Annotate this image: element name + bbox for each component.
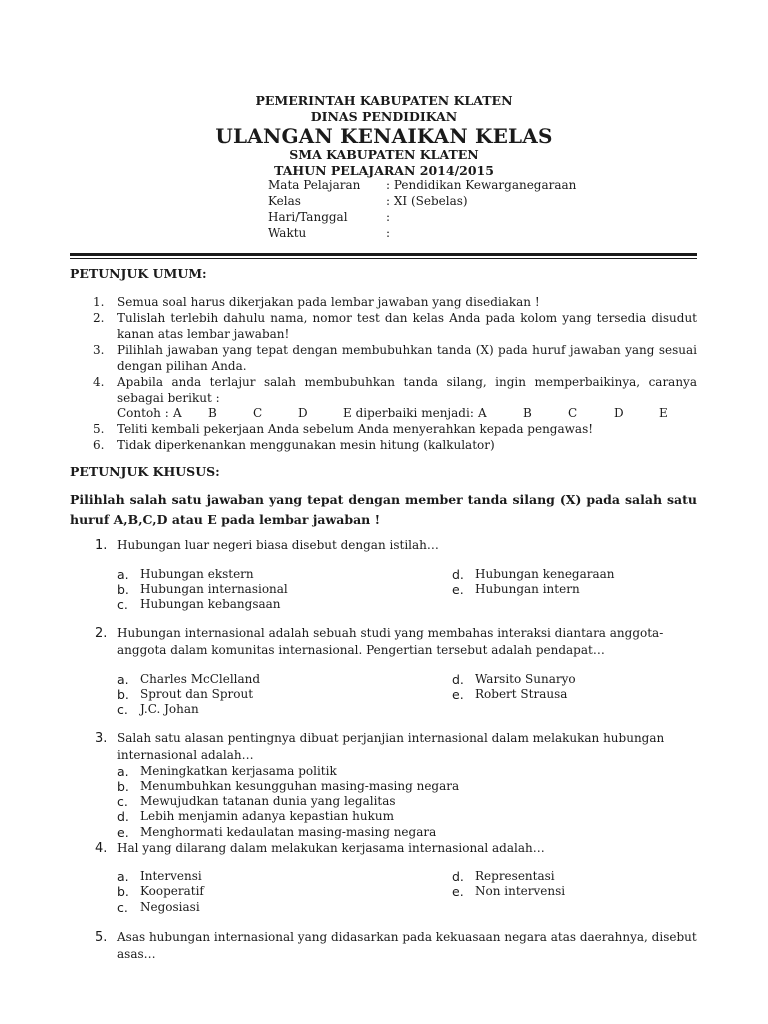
- question-text: Hal yang dilarang dalam melakukan kerjasama internasional adalah…: [117, 841, 545, 855]
- option-letter: a.: [117, 764, 129, 779]
- option-letter: e.: [452, 884, 464, 899]
- option-text: Hubungan intern: [475, 582, 580, 596]
- option-text: Robert Strausa: [475, 687, 568, 701]
- option-text: Hubungan kebangsaan: [140, 597, 281, 611]
- question-number: 3.: [95, 731, 108, 746]
- example-letter: B: [208, 406, 217, 420]
- item-text: Tidak diperkenankan menggunakan mesin hitung (kalkulator): [117, 438, 495, 452]
- option-letter: c.: [117, 900, 128, 915]
- item-text: Tulislah terlebih dahulu nama, nomor test dan kelas Anda pada kolom yang tersedia disudut kanan atas lembar jawaban!: [117, 311, 697, 341]
- option-letter: e.: [452, 582, 464, 597]
- example-letter: C: [253, 406, 263, 420]
- item-text: Pilihlah jawaban yang tepat dengan membubuhkan tanda (X) pada huruf jawaban yang sesuai dengan pilihan Anda.: [117, 343, 697, 373]
- question-number: 5.: [95, 930, 108, 945]
- option-letter: d.: [117, 809, 129, 824]
- option-letter: d.: [452, 672, 464, 687]
- info-value: : Pendidikan Kewarganegaraan: [386, 178, 577, 192]
- example-letter: D: [614, 406, 624, 420]
- example-letter: C: [568, 406, 578, 420]
- option-letter: b.: [117, 582, 129, 597]
- question-text: Salah satu alasan pentingnya dibuat perjanjian internasional dalam melakukan hubungan internasional adalah…: [117, 731, 665, 762]
- info-label: Kelas: [268, 194, 301, 208]
- option-letter: d.: [452, 869, 464, 884]
- option-text: Negosiasi: [140, 900, 200, 914]
- option-text: Mewujudkan tatanan dunia yang legalitas: [140, 794, 396, 808]
- header-divider-thin: [70, 258, 697, 259]
- option-text: Hubungan kenegaraan: [475, 567, 615, 581]
- option-letter: a.: [117, 567, 129, 582]
- item-number: 2.: [93, 311, 105, 325]
- option-letter: a.: [117, 672, 129, 687]
- option-letter: c.: [117, 597, 128, 612]
- example-corrected-note: E diperbaiki menjadi:: [343, 406, 474, 420]
- question-number: 2.: [95, 626, 108, 641]
- option-text: Menumbuhkan kesungguhan masing-masing negara: [140, 779, 460, 793]
- option-text: Sprout dan Sprout: [140, 687, 254, 701]
- option-letter: e.: [117, 825, 129, 840]
- item-number: 4.: [93, 375, 105, 389]
- info-label: Hari/Tanggal: [268, 210, 348, 224]
- option-text: Hubungan ekstern: [140, 567, 254, 581]
- example-letter: A: [173, 406, 182, 420]
- info-value: :: [386, 210, 391, 224]
- item-number: 1.: [93, 295, 105, 309]
- option-text: Intervensi: [140, 869, 202, 883]
- option-text: Lebih menjamin adanya kepastian hukum: [140, 809, 395, 823]
- option-letter: c.: [117, 794, 128, 809]
- question-text: Hubungan luar negeri biasa disebut dengan istilah…: [117, 538, 439, 552]
- header-year: TAHUN PELAJARAN 2014/2015: [274, 163, 494, 178]
- option-text: J.C. Johan: [140, 702, 199, 716]
- option-text: Hubungan internasional: [140, 582, 288, 596]
- question-text: Asas hubungan internasional yang didasarkan pada kekuasaan negara atas daerahnya, disebut asas…: [117, 930, 697, 961]
- question-number: 4.: [95, 841, 108, 856]
- question-number: 1.: [95, 538, 108, 553]
- specific-instruction-text: Pilihlah salah satu jawaban yang tepat dengan member tanda silang (X) pada salah satu huruf A,B,C,D atau E pada lembar jawaban !: [70, 492, 697, 527]
- option-text: Non intervensi: [475, 884, 566, 898]
- item-number: 3.: [93, 343, 105, 357]
- example-letter: A: [478, 406, 487, 420]
- option-letter: b.: [117, 687, 129, 702]
- option-text: Meningkatkan kerjasama politik: [140, 764, 337, 778]
- general-instructions-heading: PETUNJUK UMUM:: [70, 266, 207, 281]
- question-text: Hubungan internasional adalah sebuah studi yang membahas interaksi diantara anggota-anggota dalam komunitas internasional. Pengertian tersebut adalah pendapat…: [117, 626, 664, 657]
- example-label: Contoh :: [117, 406, 169, 420]
- item-number: 5.: [93, 422, 105, 436]
- option-text: Warsito Sunaryo: [475, 672, 576, 686]
- item-text: Teliti kembali pekerjaan Anda sebelum Anda menyerahkan kepada pengawas!: [117, 422, 594, 436]
- option-letter: c.: [117, 702, 128, 717]
- option-text: Menghormati kedaulatan masing-masing negara: [140, 825, 437, 839]
- option-letter: b.: [117, 884, 129, 899]
- info-value: : XI (Sebelas): [386, 194, 468, 208]
- specific-instructions-heading: PETUNJUK KHUSUS:: [70, 464, 220, 479]
- info-label: Waktu: [268, 226, 307, 240]
- option-text: Representasi: [475, 869, 555, 883]
- header-government: PEMERINTAH KABUPATEN KLATEN: [255, 93, 513, 108]
- option-text: Kooperatif: [140, 884, 204, 898]
- option-letter: d.: [452, 567, 464, 582]
- exam-title: ULANGAN KENAIKAN KELAS: [215, 124, 553, 148]
- example-letter: B: [523, 406, 532, 420]
- option-letter: a.: [117, 869, 129, 884]
- option-letter: e.: [452, 687, 464, 702]
- item-number: 6.: [93, 438, 105, 452]
- header-department: DINAS PENDIDIKAN: [310, 109, 458, 124]
- item-text: Apabila anda terlajur salah membubuhkan tanda silang, ingin memperbaikinya, caranya sebagai berikut :: [117, 375, 697, 405]
- example-letter: D: [298, 406, 308, 420]
- option-letter: b.: [117, 779, 129, 794]
- header-school: SMA KABUPATEN KLATEN: [289, 147, 479, 162]
- item-text: Semua soal harus dikerjakan pada lembar jawaban yang disediakan !: [117, 295, 540, 309]
- info-label: Mata Pelajaran: [268, 178, 361, 192]
- example-letter: E: [659, 406, 668, 420]
- option-text: Charles McClelland: [140, 672, 261, 686]
- info-value: :: [386, 226, 391, 240]
- header-divider-thick: [70, 253, 697, 256]
